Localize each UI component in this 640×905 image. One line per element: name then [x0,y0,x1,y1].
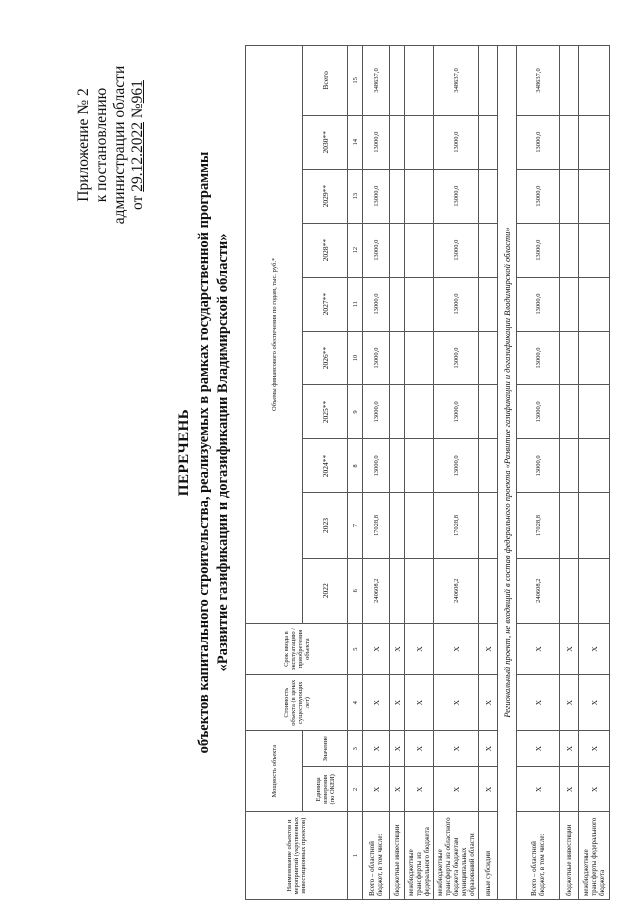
amount-cell [405,169,434,223]
amount-cell [479,493,498,558]
amount-cell [405,46,434,116]
cost-cell: Х [517,675,560,731]
amount-cell: 348637,0 [434,46,479,116]
unit-cell: Х [390,767,405,812]
amount-cell [390,115,405,169]
amount-cell: 348637,0 [517,46,560,116]
cost-cell: Х [579,675,610,731]
value-cell: Х [405,731,434,767]
unit-cell: Х [579,767,610,812]
cost-cell: Х [405,675,434,731]
row-label: межбюджетные трансферты федерального бюджета [579,812,610,900]
amount-cell [479,331,498,385]
regional-project-row [498,46,517,900]
amount-cell [479,169,498,223]
amount-cell [390,331,405,385]
commission-cell: Х [560,623,579,675]
amount-cell: 13000,0 [363,439,390,493]
cost-cell: Х [434,675,479,731]
cost-cell: Х [363,675,390,731]
index-cell: 11 [348,277,363,331]
table-row [363,46,390,900]
header-year: 2026** [303,331,348,385]
amount-cell [560,115,579,169]
commission-cell: Х [517,623,560,675]
amount-cell: 13000,0 [517,115,560,169]
header-commission: Срок ввода в эксплуатацию / приобретения объекта [246,623,348,675]
header-year: 2025** [303,385,348,439]
amount-cell [560,493,579,558]
header-year: 2030** [303,115,348,169]
table-row [405,46,434,900]
amount-cell: 13000,0 [434,115,479,169]
amount-cell [479,385,498,439]
header-year: 2027** [303,277,348,331]
amount-cell: 13000,0 [363,169,390,223]
unit-cell: Х [434,767,479,812]
value-cell: Х [579,731,610,767]
amount-cell [560,223,579,277]
amount-cell [390,169,405,223]
amount-cell [560,46,579,116]
regional-project-title: Региональный проект, не входящий в состав федерального проекта «Развитие газификации и догазификации Владимирской области» [498,46,517,900]
value-cell: Х [479,731,498,767]
row-label: Всего – областной бюджет, в том числе: [363,812,390,900]
amount-cell [479,223,498,277]
amount-cell [390,439,405,493]
appendix-block [75,25,147,265]
table-row [517,46,560,900]
amount-cell: 13000,0 [517,277,560,331]
amount-cell: 13000,0 [434,385,479,439]
amount-cell [579,277,610,331]
amount-cell [579,331,610,385]
index-cell: 13 [348,169,363,223]
commission-cell: Х [390,623,405,675]
appendix-line1: Приложение № 2 [75,88,92,202]
amount-cell: 13000,0 [434,169,479,223]
index-cell: 4 [348,675,363,731]
cost-cell: Х [560,675,579,731]
amount-cell [405,331,434,385]
amount-cell [405,439,434,493]
table-row [390,46,405,900]
header-row-1 [246,46,303,900]
commission-cell: Х [363,623,390,675]
amount-cell: 13000,0 [517,169,560,223]
amount-cell: 13000,0 [363,223,390,277]
value-cell: Х [363,731,390,767]
row-label: бюджетные инвестиции [560,812,579,900]
commission-cell: Х [579,623,610,675]
amount-cell: 13000,0 [363,115,390,169]
table-row [560,46,579,900]
amount-cell [560,277,579,331]
amount-cell [479,558,498,623]
commission-cell: Х [434,623,479,675]
row-label: бюджетные инвестиции [390,812,405,900]
amount-cell [390,385,405,439]
amount-cell: 13000,0 [434,223,479,277]
row-label: Всего – областной бюджет, в том числе: [517,812,560,900]
appendix-number: 961 [129,80,146,104]
appendix-line2: к постановлению [93,87,110,203]
amount-cell: 240608,2 [363,558,390,623]
cost-cell: Х [390,675,405,731]
index-cell: 1 [348,812,363,900]
header-year: 2028** [303,223,348,277]
appendix-number-prefix: № [129,103,146,119]
header-row-2 [303,46,348,900]
amount-cell: 13000,0 [517,331,560,385]
amount-cell [560,385,579,439]
amount-cell: 17028,8 [517,493,560,558]
amount-cell [560,558,579,623]
amount-cell [479,115,498,169]
value-cell: Х [517,731,560,767]
table-row [579,46,610,900]
cost-cell: Х [479,675,498,731]
header-capacity: Мощность объекта [246,731,303,812]
document-title-line2: объектов капитального строительства, реализуемых в рамках государственной программы [196,151,212,754]
unit-cell: Х [363,767,390,812]
amount-cell: 13000,0 [434,331,479,385]
index-row [348,46,363,900]
amount-cell [560,331,579,385]
amount-cell: 13000,0 [363,331,390,385]
amount-cell [560,439,579,493]
amount-cell: 240608,2 [434,558,479,623]
amount-cell [579,46,610,116]
amount-cell [390,223,405,277]
amount-cell [579,493,610,558]
appendix-line4 [129,25,147,265]
amount-cell [579,558,610,623]
index-cell: 2 [348,767,363,812]
value-cell: Х [434,731,479,767]
appendix-line3: администрации области [111,65,128,225]
commission-cell: Х [479,623,498,675]
header-cost: Стоимость объекта (в ценах существующих лет) [246,675,348,731]
header-year: 2023 [303,493,348,558]
amount-cell [479,439,498,493]
amount-cell: 13000,0 [517,439,560,493]
amount-cell: 13000,0 [363,385,390,439]
amount-cell [405,493,434,558]
index-cell: 10 [348,331,363,385]
amount-cell [390,558,405,623]
amount-cell [405,277,434,331]
index-cell: 9 [348,385,363,439]
appendix-date: 29.12.2022 [129,121,146,192]
amount-cell: 13000,0 [363,277,390,331]
unit-cell: Х [405,767,434,812]
header-funding: Объемы финансового обеспечения по годам, тыс. руб.* [246,46,303,624]
amount-cell [579,385,610,439]
header-year: 2022 [303,558,348,623]
amount-cell: 13000,0 [517,385,560,439]
amount-cell: 13000,0 [517,223,560,277]
amount-cell [579,439,610,493]
amount-cell [405,115,434,169]
amount-cell: 13000,0 [434,277,479,331]
value-cell: Х [560,731,579,767]
header-name: Наименование объектов и мероприятий (укрупненных инвестиционных проектов) [246,812,348,900]
value-cell: Х [390,731,405,767]
amount-cell: 240608,2 [517,558,560,623]
index-cell: 5 [348,623,363,675]
amount-cell [579,223,610,277]
commission-cell: Х [405,623,434,675]
header-value: Значение [303,731,348,767]
document-title-line3: «Развитие газификации и догазификации Владимирской области» [215,233,231,672]
amount-cell [390,46,405,116]
amount-cell: 348637,0 [363,46,390,116]
table-row [434,46,479,900]
unit-cell: Х [560,767,579,812]
objects-table [245,45,610,900]
amount-cell [579,115,610,169]
index-cell: 14 [348,115,363,169]
amount-cell [579,169,610,223]
document-heading: ПЕРЕЧЕНЬ [176,408,192,497]
index-cell: 15 [348,46,363,116]
amount-cell: 17028,8 [363,493,390,558]
index-cell: 3 [348,731,363,767]
index-cell: 8 [348,439,363,493]
unit-cell: Х [517,767,560,812]
table-row [479,46,498,900]
header-year: 2024** [303,439,348,493]
index-cell: 12 [348,223,363,277]
amount-cell [405,558,434,623]
row-label: межбюджетные трансферты из федерального бюджета [405,812,434,900]
amount-cell: 13000,0 [434,439,479,493]
amount-cell [390,277,405,331]
header-total: Всего [303,46,348,116]
header-year: 2029** [303,169,348,223]
row-label: межбюджетные трансферты из областного бюджета бюджетам муниципальных образований области [434,812,479,900]
row-label: иные субсидии [479,812,498,900]
amount-cell [405,223,434,277]
amount-cell [390,493,405,558]
amount-cell [405,385,434,439]
appendix-date-prefix: от [129,195,146,210]
amount-cell [479,46,498,116]
amount-cell: 17028,8 [434,493,479,558]
index-cell: 6 [348,558,363,623]
header-unit: Единица измерения (по ОКЕИ) [303,767,348,812]
unit-cell: Х [479,767,498,812]
index-cell: 7 [348,493,363,558]
amount-cell [560,169,579,223]
amount-cell [479,277,498,331]
